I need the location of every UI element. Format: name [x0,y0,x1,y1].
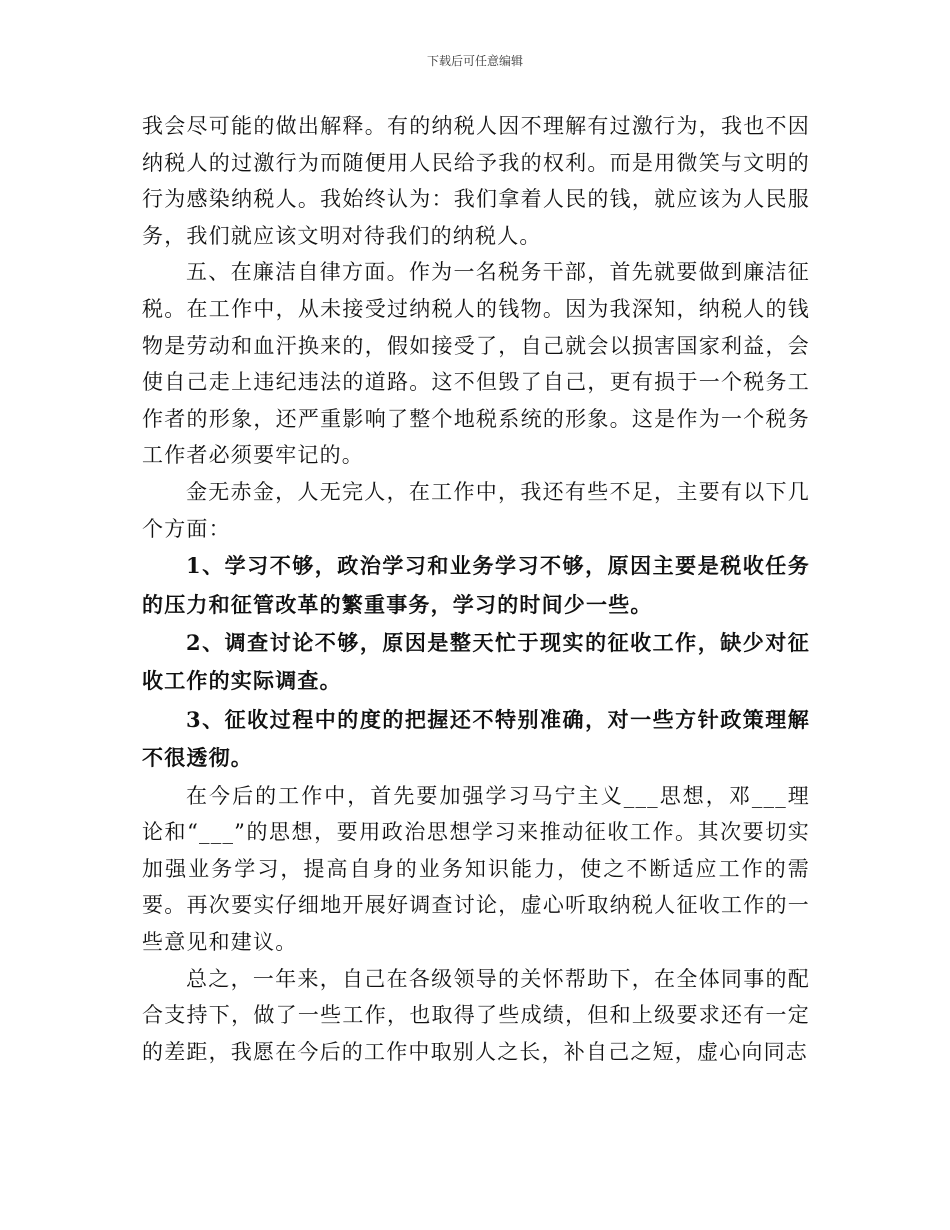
page-header: 下载后可任意编辑 [426,54,523,68]
shortcoming-item-2: 2、调查讨论不够，原因是整天忙于现实的征收工作，缺少对征收工作的实际调查。 [142,629,810,694]
shortcoming-item-3: 3、征收过程中的度的把握还不特别准确，对一些方针政策理解不很透彻。 [142,706,810,771]
paragraph-summary: 总之，一年来，自己在各级领导的关怀帮助下，在全体同事的配合支持下，做了一些工作，也取得了些成绩，但和上级要求还有一定的差距，我愿在今后的工作中取别人之长，补自己之短，虚心向同志 [142,966,810,1064]
paragraph-integrity: 五、在廉洁自律方面。作为一名税务干部，首先就要做到廉洁征税。在工作中，从未接受过纳税人的钱物。因为我深知，纳税人的钱物是劳动和血汗换来的，假如接受了，自己就会以损害国家利益，会使自己走上违纪违法的道路。这不但毁了自己，更有损于一个税务工作者的形象，还严重影响了整个地税系统的形象。这是作为一个税务工作者必须要牢记的。 [142,260,810,468]
paragraph-shortcomings-intro: 金无赤金，人无完人，在工作中，我还有些不足，主要有以下几个方面： [142,479,810,541]
document-body [142,108,810,1070]
shortcoming-item-1: 1、学习不够，政治学习和业务学习不够，原因主要是税收任务的压力和征管改革的繁重事务，学习的时间少一些。 [142,553,810,617]
paragraph-future-plans: 在今后的工作中，首先要加强学习马宁主义___思想，邓___理论和“___”的思想，要用政治思想学习来推动征收工作。其次要切实加强业务学习，提高自身的业务知识能力，使之不断适应工作的需要。再次要实仔细地开展好调查讨论，虚心听取纳税人征收工作的一些意见和建议。 [142,783,810,954]
paragraph-continued: 我会尽可能的做出解释。有的纳税人因不理解有过激行为，我也不因纳税人的过激行为而随便用人民给予我的权利。而是用微笑与文明的行为感染纳税人。我始终认为：我们拿着人民的钱，就应该为人民服务，我们就应该文明对待我们的纳税人。 [142,114,810,248]
